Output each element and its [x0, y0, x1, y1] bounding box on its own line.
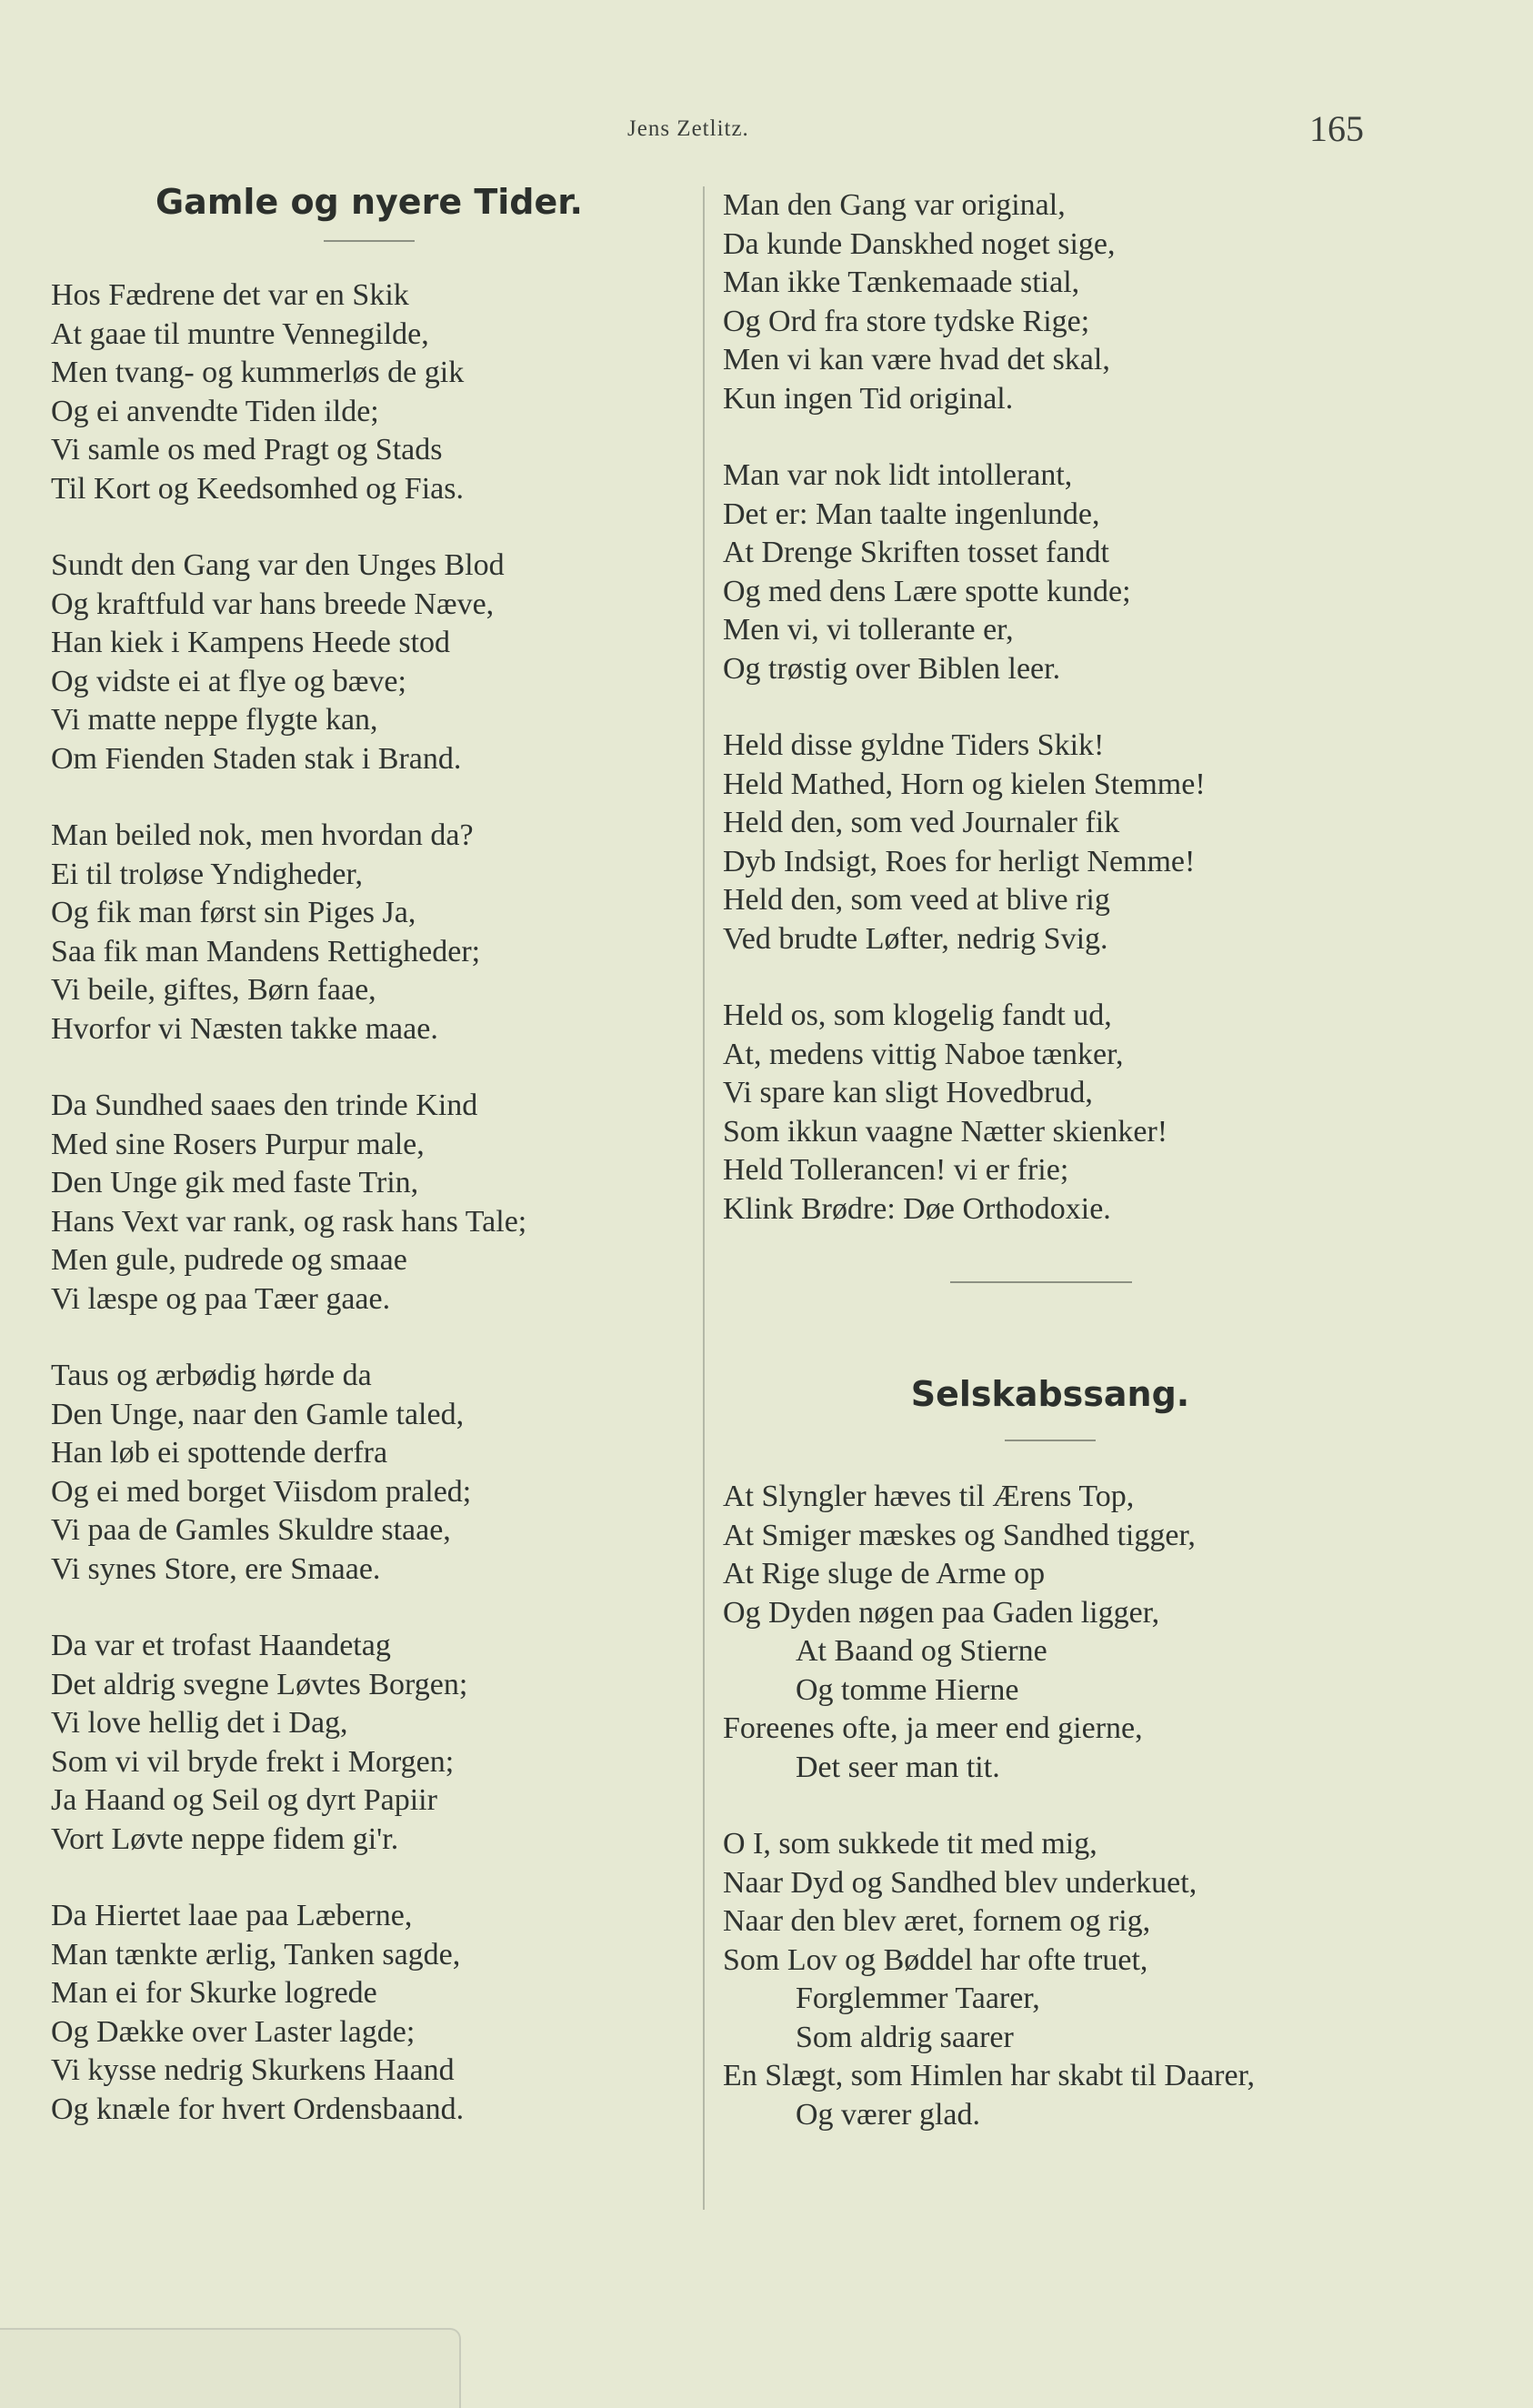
verse-line: Med sine Rosers Purpur male, — [51, 1127, 425, 1161]
verse-line: Men tvang- og kummerløs de gik — [51, 356, 465, 389]
verse-line: Og værer glad. — [796, 2097, 981, 2132]
verse-line: En Slægt, som Himlen har skabt til Daarer, — [723, 2059, 1256, 2092]
verse-line: Vi synes Store, ere Smaae. — [51, 1551, 381, 1586]
verse-line: Det aldrig svegne Løvtes Borgen; — [51, 1667, 468, 1701]
right-column — [723, 186, 1378, 2134]
verse-line: Ved brudte Løfter, nedrig Svig. — [723, 921, 1108, 956]
verse-line: At gaae til muntre Vennegilde, — [51, 316, 429, 351]
verse-line: Vi læspe og paa Tæer gaae. — [51, 1281, 391, 1316]
verse-line: Men gule, pudrede og smaae — [51, 1243, 407, 1277]
verse-line: Dyb Indsigt, Roes for herligt Nemme! — [723, 844, 1196, 878]
verse-line: Man ei for Skurke logrede — [51, 1976, 377, 2010]
verse-line: At, medens vittig Naboe tænker, — [723, 1037, 1124, 1071]
verse-line: Han kiek i Kampens Heede stod — [51, 626, 451, 659]
verse-line: Kun ingen Tid original. — [723, 381, 1014, 416]
verse-line: Saa fik man Mandens Rettigheder; — [51, 934, 481, 968]
stanza — [723, 186, 1378, 418]
verse-line: Vi spare kan sligt Hovedbrud, — [723, 1076, 1093, 1109]
verse-line: Og tomme Hierne — [796, 1672, 1019, 1707]
verse-line: Hos Fædrene det var en Skik — [51, 278, 409, 312]
verse-line: Held Mathed, Horn og kielen Stemme! — [723, 767, 1206, 801]
verse-line: Som aldrig saarer — [796, 2020, 1014, 2054]
verse-line: Og Dyden nøgen paa Gaden ligger, — [723, 1595, 1160, 1630]
column-divider — [703, 186, 705, 2210]
verse-line: Da Hiertet laae paa Læberne, — [51, 1899, 413, 1932]
verse-line: Da var et trofast Haandetag — [51, 1629, 391, 1662]
verse-line: Vi love hellig det i Dag, — [51, 1706, 348, 1740]
paper-fold — [0, 2328, 461, 2408]
title-rule — [1005, 1440, 1096, 1441]
verse-line: Man tænkte ærlig, Tanken sagde, — [51, 1937, 461, 1972]
verse-line: Og knæle for hvert Ordensbaand. — [51, 2092, 465, 2126]
verse-line: Naar den blev æret, fornem og rig, — [723, 1904, 1151, 1938]
verse-line: Forglemmer Taarer, — [796, 1982, 1040, 2015]
running-head: Jens Zetlitz. — [627, 116, 749, 141]
verse-line: Det er: Man taalte ingenlunde, — [723, 497, 1100, 531]
stanza — [51, 1087, 687, 1319]
verse-line: Den Unge gik med faste Trin, — [51, 1166, 419, 1199]
verse-line: Til Kort og Keedsomhed og Fias. — [51, 471, 464, 506]
verse-line: Som ikkun vaagne Nætter skienker! — [723, 1114, 1168, 1149]
stanza — [51, 1897, 687, 2129]
verse-line: Og Dække over Laster lagde; — [51, 2014, 416, 2049]
verse-line: Held disse gyldne Tiders Skik! — [723, 728, 1105, 762]
verse-line: Vort Løvte neppe fidem gi'r. — [51, 1821, 399, 1856]
verse-line: Held den, som veed at blive rig — [723, 883, 1110, 917]
verse-line: Og kraftfuld var hans breede Næve, — [51, 587, 495, 621]
title-rule — [324, 240, 415, 242]
stanza — [51, 1627, 687, 1859]
stanza — [51, 1357, 687, 1589]
stanza — [723, 1478, 1378, 1787]
verse-line: Og ei anvendte Tiden ilde; — [51, 394, 379, 428]
stanza — [51, 817, 687, 1048]
verse-line: Held os, som klogelig fandt ud, — [723, 998, 1112, 1032]
verse-line: Vi paa de Gamles Skuldre staae, — [51, 1513, 451, 1547]
verse-line: At Baand og Stierne — [796, 1634, 1047, 1668]
verse-line: O I, som sukkede tit med mig, — [723, 1827, 1097, 1861]
verse-line: Vi samle os med Pragt og Stads — [51, 433, 443, 467]
verse-line: Da Sundhed saaes den trinde Kind — [51, 1089, 478, 1122]
verse-line: Som vi vil bryde frekt i Morgen; — [51, 1744, 455, 1779]
verse-line: At Smiger mæskes og Sandhed tigger, — [723, 1518, 1196, 1552]
verse-line: Hvorfor vi Næsten takke maae. — [51, 1011, 438, 1046]
stanza — [723, 727, 1378, 958]
verse-line: Taus og ærbødig hørde da — [51, 1359, 372, 1392]
verse-line: Og trøstig over Biblen leer. — [723, 651, 1061, 686]
page-number: 165 — [1309, 108, 1364, 149]
verse-line: Og fik man først sin Piges Ja, — [51, 896, 416, 929]
verse-line: Man den Gang var original, — [723, 188, 1066, 222]
stanza — [723, 1825, 1378, 2134]
stanza — [723, 997, 1378, 1229]
verse-line: Om Fienden Staden stak i Brand. — [51, 741, 462, 776]
verse-line: Man beiled nok, men hvordan da? — [51, 818, 474, 852]
verse-line: Vi kysse nedrig Skurkens Haand — [51, 2053, 455, 2087]
verse-line: Og Ord fra store tydske Rige; — [723, 304, 1090, 338]
verse-line: Held Tollerancen! vi er frie; — [723, 1153, 1069, 1187]
verse-line: Og med dens Lære spotte kunde; — [723, 574, 1131, 608]
verse-line: Vi beile, giftes, Børn faae, — [51, 973, 376, 1007]
verse-line: Den Unge, naar den Gamle taled, — [51, 1397, 465, 1431]
verse-line: Held den, som ved Journaler fik — [723, 806, 1120, 839]
verse-line: Foreenes ofte, ja meer end gierne, — [723, 1711, 1143, 1745]
verse-line: Men vi, vi tollerante er, — [723, 613, 1014, 647]
verse-line: Sundt den Gang var den Unges Blod — [51, 548, 505, 582]
stanza — [51, 547, 687, 778]
verse-line: Klink Brødre: Døe Orthodoxie. — [723, 1191, 1111, 1226]
verse-line: Som Lov og Bøddel har ofte truet, — [723, 1942, 1148, 1977]
verse-line: Man ikke Tænkemaade stial, — [723, 266, 1080, 299]
verse-line: Vi matte neppe flygte kan, — [51, 703, 378, 737]
verse-line: Da kunde Danskhed noget sige, — [723, 226, 1116, 261]
poem-title-selskabssang: Selskabssang. — [910, 1374, 1190, 1414]
verse-line: Han løb ei spottende derfra — [51, 1436, 388, 1470]
verse-line: Man var nok lidt intollerant, — [723, 458, 1073, 492]
verse-line: Og vidste ei at flye og bæve; — [51, 664, 406, 698]
stanza — [723, 457, 1378, 688]
verse-line: Men vi kan være hvad det skal, — [723, 343, 1110, 376]
verse-line: Hans Vext var rank, og rask hans Tale; — [51, 1204, 527, 1239]
verse-line: At Rige sluge de Arme op — [723, 1557, 1046, 1590]
verse-line: Ja Haand og Seil og dyrt Papiir — [51, 1783, 437, 1817]
verse-line: Og ei med borget Viisdom praled; — [51, 1474, 472, 1509]
section-divider — [950, 1281, 1132, 1283]
verse-line: Ei til troløse Yndigheder, — [51, 857, 363, 891]
verse-line: At Slyngler hæves til Ærens Top, — [723, 1480, 1135, 1513]
stanza — [51, 276, 687, 508]
verse-line: Naar Dyd og Sandhed blev underkuet, — [723, 1865, 1197, 1900]
poem-title-gamle: Gamle og nyere Tider. — [155, 182, 583, 222]
verse-line: Det seer man tit. — [796, 1750, 1000, 1784]
left-column — [51, 182, 687, 2129]
verse-line: At Drenge Skriften tosset fandt — [723, 536, 1109, 569]
